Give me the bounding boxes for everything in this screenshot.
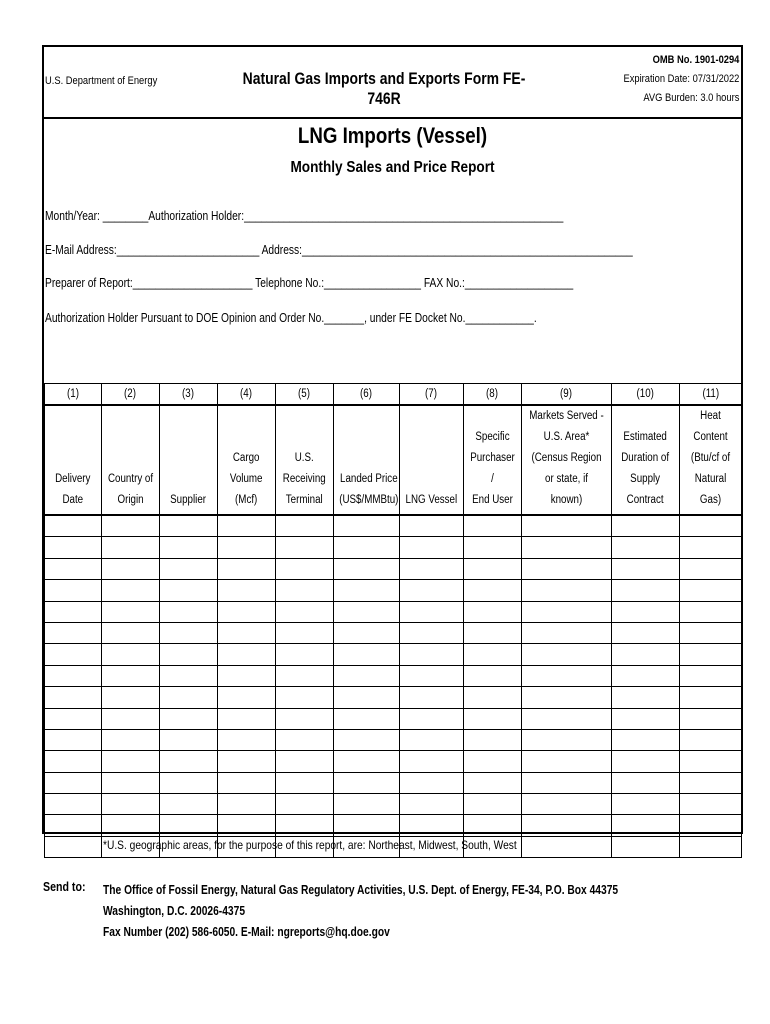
table-cell[interactable] (160, 794, 218, 815)
send-to-line-3: Fax Number (202) 586-6050. E-Mail: ngreports@hq.doe.gov (103, 925, 390, 939)
table-cell[interactable] (45, 687, 102, 708)
table-cell[interactable] (160, 515, 218, 537)
report-table (44, 383, 742, 858)
table-cell[interactable] (612, 601, 680, 622)
table-cell[interactable] (612, 708, 680, 729)
table-cell[interactable] (102, 644, 160, 665)
table-cell[interactable] (464, 751, 522, 772)
table-cell[interactable] (612, 815, 680, 836)
column-header-label: Markets Served - U.S. Area* (Census Region or state, if known) (529, 410, 604, 506)
table-cell[interactable] (45, 537, 102, 558)
table-cell[interactable] (276, 515, 334, 537)
table-cell[interactable] (276, 580, 334, 601)
table-cell[interactable] (680, 751, 742, 772)
table-cell[interactable] (218, 515, 276, 537)
table-cell[interactable] (276, 665, 334, 686)
column-number (464, 384, 522, 406)
column-header (612, 405, 680, 515)
column-header (334, 405, 400, 515)
table-cell[interactable] (522, 772, 612, 793)
send-to-address (103, 880, 618, 943)
column-number (160, 384, 218, 406)
footnote: *U.S. geographic areas, for the purpose of this report, are: Northeast, Midwest, South, West (103, 838, 517, 852)
table-cell[interactable] (160, 708, 218, 729)
column-number (102, 384, 160, 406)
table-cell[interactable] (276, 601, 334, 622)
table-cell[interactable] (464, 665, 522, 686)
table-cell[interactable] (400, 580, 464, 601)
table-cell[interactable] (276, 558, 334, 579)
table-cell[interactable] (218, 537, 276, 558)
table-cell[interactable] (102, 601, 160, 622)
table-row (45, 708, 742, 729)
table-cell[interactable] (464, 601, 522, 622)
column-header-label: Cargo Volume (Mcf) (230, 452, 263, 506)
column-number-label: (3) (182, 388, 195, 400)
table-cell[interactable] (522, 601, 612, 622)
table-cell[interactable] (464, 729, 522, 750)
table-cell[interactable] (218, 729, 276, 750)
column-number (45, 384, 102, 406)
table-cell[interactable] (160, 558, 218, 579)
column-header (522, 405, 612, 515)
table-cell[interactable] (45, 601, 102, 622)
table-cell[interactable] (464, 558, 522, 579)
table-row (45, 580, 742, 601)
table-cell[interactable] (522, 708, 612, 729)
department-name: U.S. Department of Energy (45, 75, 158, 87)
table-cell[interactable] (102, 687, 160, 708)
table-cell[interactable] (464, 622, 522, 643)
table-cell[interactable] (522, 515, 612, 537)
table-cell[interactable] (218, 558, 276, 579)
table-cell[interactable] (102, 515, 160, 537)
table-cell[interactable] (218, 794, 276, 815)
table-cell[interactable] (334, 687, 400, 708)
table-cell[interactable] (218, 708, 276, 729)
table-cell[interactable] (218, 622, 276, 643)
table-cell[interactable] (680, 729, 742, 750)
table-cell[interactable] (218, 601, 276, 622)
table-cell[interactable] (680, 622, 742, 643)
table-cell[interactable] (160, 687, 218, 708)
column-number (276, 384, 334, 406)
table-cell[interactable] (400, 708, 464, 729)
table-cell[interactable] (680, 708, 742, 729)
table-cell[interactable] (612, 729, 680, 750)
table-cell[interactable] (276, 772, 334, 793)
table-cell[interactable] (276, 644, 334, 665)
table-cell[interactable] (334, 708, 400, 729)
table-cell[interactable] (45, 644, 102, 665)
table-cell[interactable] (218, 751, 276, 772)
send-to-line-2: Washington, D.C. 20026-4375 (103, 904, 246, 918)
table-cell[interactable] (522, 729, 612, 750)
table-cell[interactable] (102, 729, 160, 750)
table-cell[interactable] (160, 815, 218, 836)
column-header (276, 405, 334, 515)
table-cell[interactable] (160, 580, 218, 601)
table-cell[interactable] (102, 751, 160, 772)
table-cell[interactable] (680, 665, 742, 686)
column-header (680, 405, 742, 515)
table-cell[interactable] (522, 558, 612, 579)
table-row (45, 794, 742, 815)
table-cell[interactable] (334, 515, 400, 537)
table-cell[interactable] (218, 665, 276, 686)
table-row (45, 815, 742, 836)
table-cell[interactable] (160, 729, 218, 750)
table-cell[interactable] (160, 665, 218, 686)
table-cell[interactable] (612, 665, 680, 686)
table-cell[interactable] (400, 601, 464, 622)
table-cell[interactable] (45, 836, 102, 857)
table-cell[interactable] (464, 515, 522, 537)
table-cell[interactable] (102, 665, 160, 686)
table-cell[interactable] (400, 558, 464, 579)
table-row (45, 622, 742, 643)
table-cell[interactable] (276, 794, 334, 815)
table-cell[interactable] (45, 794, 102, 815)
table-cell[interactable] (522, 751, 612, 772)
table-cell[interactable] (400, 622, 464, 643)
report-subtitle: Monthly Sales and Price Report (290, 159, 495, 176)
table-cell[interactable] (464, 708, 522, 729)
table-cell[interactable] (400, 515, 464, 537)
table-cell[interactable] (612, 751, 680, 772)
table-cell[interactable] (334, 665, 400, 686)
table-cell[interactable] (464, 537, 522, 558)
column-number-label: (9) (560, 388, 573, 400)
table-cell[interactable] (218, 772, 276, 793)
table-cell[interactable] (160, 751, 218, 772)
table-cell[interactable] (612, 622, 680, 643)
table-cell[interactable] (612, 836, 680, 857)
table-row (45, 558, 742, 579)
table-row (45, 729, 742, 750)
column-number (218, 384, 276, 406)
table-cell[interactable] (612, 558, 680, 579)
table-cell[interactable] (102, 580, 160, 601)
table-row (45, 515, 742, 537)
table-cell[interactable] (400, 772, 464, 793)
table-cell[interactable] (276, 622, 334, 643)
table-cell[interactable] (334, 772, 400, 793)
column-number (400, 384, 464, 406)
table-cell[interactable] (400, 644, 464, 665)
column-number-label: (6) (360, 388, 373, 400)
send-to-line-1: The Office of Fossil Energy, Natural Gas Regulatory Activities, U.S. Dept. of Energy, FE-34, P.O. Box 44375 (103, 883, 619, 897)
table-row (45, 665, 742, 686)
column-number-label: (1) (67, 388, 79, 400)
table-cell[interactable] (276, 708, 334, 729)
table-cell[interactable] (45, 729, 102, 750)
table-cell[interactable] (45, 751, 102, 772)
table-cell[interactable] (680, 580, 742, 601)
column-header-label: Specific Purchaser / End User (470, 431, 515, 506)
expiration-date: Expiration Date: 07/31/2022 (623, 73, 739, 85)
table-cell[interactable] (218, 687, 276, 708)
column-header (464, 405, 522, 515)
table-cell[interactable] (334, 537, 400, 558)
table-cell[interactable] (680, 815, 742, 836)
table-cell[interactable] (464, 772, 522, 793)
column-number (612, 384, 680, 406)
send-to-label: Send to: (43, 880, 86, 894)
table-cell[interactable] (276, 537, 334, 558)
table-cell[interactable] (334, 622, 400, 643)
table-cell[interactable] (612, 537, 680, 558)
table-cell[interactable] (612, 515, 680, 537)
column-header-label: Country of Origin (107, 473, 154, 506)
table-cell[interactable] (334, 558, 400, 579)
table-cell[interactable] (334, 644, 400, 665)
table-cell[interactable] (45, 665, 102, 686)
table-cell[interactable] (680, 836, 742, 857)
table-cell[interactable] (334, 601, 400, 622)
table-cell[interactable] (400, 751, 464, 772)
table-cell[interactable] (464, 815, 522, 836)
table-cell[interactable] (276, 729, 334, 750)
column-header (45, 405, 102, 515)
table-cell[interactable] (102, 794, 160, 815)
table-cell[interactable] (400, 687, 464, 708)
table-cell[interactable] (102, 815, 160, 836)
table-row (45, 644, 742, 665)
table-cell[interactable] (400, 537, 464, 558)
table-cell[interactable] (334, 815, 400, 836)
table-cell[interactable] (464, 580, 522, 601)
authorization-order-line[interactable]: Authorization Holder Pursuant to DOE Opinion and Order No._______, under FE Docket No.____________. (45, 311, 537, 325)
table-cell[interactable] (102, 537, 160, 558)
form-title: Natural Gas Imports and Exports Form FE-746R (242, 69, 526, 108)
table-cell[interactable] (612, 580, 680, 601)
table-cell[interactable] (680, 687, 742, 708)
table-cell[interactable] (400, 729, 464, 750)
table-cell[interactable] (464, 687, 522, 708)
table-cell[interactable] (45, 580, 102, 601)
column-header-label: LNG Vessel (405, 494, 458, 506)
table-row (45, 537, 742, 558)
omb-info (623, 51, 739, 108)
table-cell[interactable] (334, 729, 400, 750)
table-cell[interactable] (680, 515, 742, 537)
table-cell[interactable] (102, 708, 160, 729)
column-number (334, 384, 400, 406)
column-number-label: (10) (636, 388, 655, 400)
table-cell[interactable] (522, 622, 612, 643)
column-number-label: (5) (298, 388, 311, 400)
table-cell[interactable] (522, 836, 612, 857)
table-cell[interactable] (45, 515, 102, 537)
table-cell[interactable] (400, 665, 464, 686)
table-cell[interactable] (612, 772, 680, 793)
column-number-label: (11) (702, 388, 719, 400)
column-number (522, 384, 612, 406)
table-cell[interactable] (276, 687, 334, 708)
table-cell[interactable] (160, 601, 218, 622)
column-header-label: Landed Price (US$/MMBtu) (339, 473, 399, 506)
table-cell[interactable] (334, 794, 400, 815)
table-cell[interactable] (522, 644, 612, 665)
table-cell[interactable] (612, 687, 680, 708)
column-header (218, 405, 276, 515)
table-cell[interactable] (400, 815, 464, 836)
table-cell[interactable] (102, 558, 160, 579)
month-authorization-line[interactable]: Month/Year: ________Authorization Holder:________________________________________________________ (45, 209, 564, 223)
avg-burden: AVG Burden: 3.0 hours (643, 92, 739, 104)
table-cell[interactable] (680, 537, 742, 558)
column-header-label: U.S. Receiving Terminal (283, 452, 326, 506)
report-title: LNG Imports (Vessel) (297, 123, 488, 148)
table-cell[interactable] (522, 815, 612, 836)
column-header-label: Supplier (170, 494, 207, 506)
table-cell[interactable] (680, 644, 742, 665)
table-cell[interactable] (102, 622, 160, 643)
table-cell[interactable] (160, 537, 218, 558)
form-header (44, 47, 741, 119)
table-cell[interactable] (45, 772, 102, 793)
form-frame (42, 45, 743, 834)
email-address-line[interactable]: E-Mail Address:_________________________ Address:__________________________________________________________ (45, 243, 633, 257)
table-cell[interactable] (680, 601, 742, 622)
column-header-label: Estimated Duration of Supply Contract (621, 431, 670, 506)
table-cell[interactable] (45, 708, 102, 729)
column-number (680, 384, 742, 406)
table-cell[interactable] (45, 815, 102, 836)
table-cell[interactable] (160, 772, 218, 793)
table-cell[interactable] (680, 794, 742, 815)
table-cell[interactable] (522, 580, 612, 601)
column-header-row (45, 405, 742, 515)
table-cell[interactable] (218, 580, 276, 601)
table-cell[interactable] (464, 644, 522, 665)
table-row (45, 687, 742, 708)
table-cell[interactable] (218, 644, 276, 665)
table-cell[interactable] (218, 815, 276, 836)
column-number-label: (2) (124, 388, 137, 400)
table-cell[interactable] (522, 794, 612, 815)
column-number-label: (8) (486, 388, 499, 400)
table-cell[interactable] (522, 537, 612, 558)
table-cell[interactable] (680, 772, 742, 793)
table-row (45, 751, 742, 772)
table-cell[interactable] (45, 622, 102, 643)
table-cell[interactable] (160, 644, 218, 665)
table-cell[interactable] (464, 794, 522, 815)
column-header-label: Delivery Date (55, 473, 91, 506)
table-cell[interactable] (45, 558, 102, 579)
table-cell[interactable] (334, 580, 400, 601)
column-header (400, 405, 464, 515)
table-cell[interactable] (400, 794, 464, 815)
column-header (160, 405, 218, 515)
table-cell[interactable] (522, 665, 612, 686)
table-cell[interactable] (102, 772, 160, 793)
table-row (45, 772, 742, 793)
column-number-label: (7) (425, 388, 438, 400)
table-cell[interactable] (276, 751, 334, 772)
table-cell[interactable] (334, 751, 400, 772)
table-cell[interactable] (612, 644, 680, 665)
preparer-phone-fax-line[interactable]: Preparer of Report:_____________________ Telephone No.:_________________ FAX No.:___________________ (45, 276, 574, 290)
table-cell[interactable] (680, 558, 742, 579)
table-cell[interactable] (612, 794, 680, 815)
table-cell[interactable] (276, 815, 334, 836)
table-cell[interactable] (522, 687, 612, 708)
column-header-label: Heat Content (Btu/cf of Natural Gas) (690, 410, 731, 506)
column-header (102, 405, 160, 515)
omb-number: OMB No. 1901-0294 (652, 54, 739, 66)
column-number-row (45, 384, 742, 406)
column-number-label: (4) (240, 388, 253, 400)
table-cell[interactable] (160, 622, 218, 643)
table-row (45, 601, 742, 622)
